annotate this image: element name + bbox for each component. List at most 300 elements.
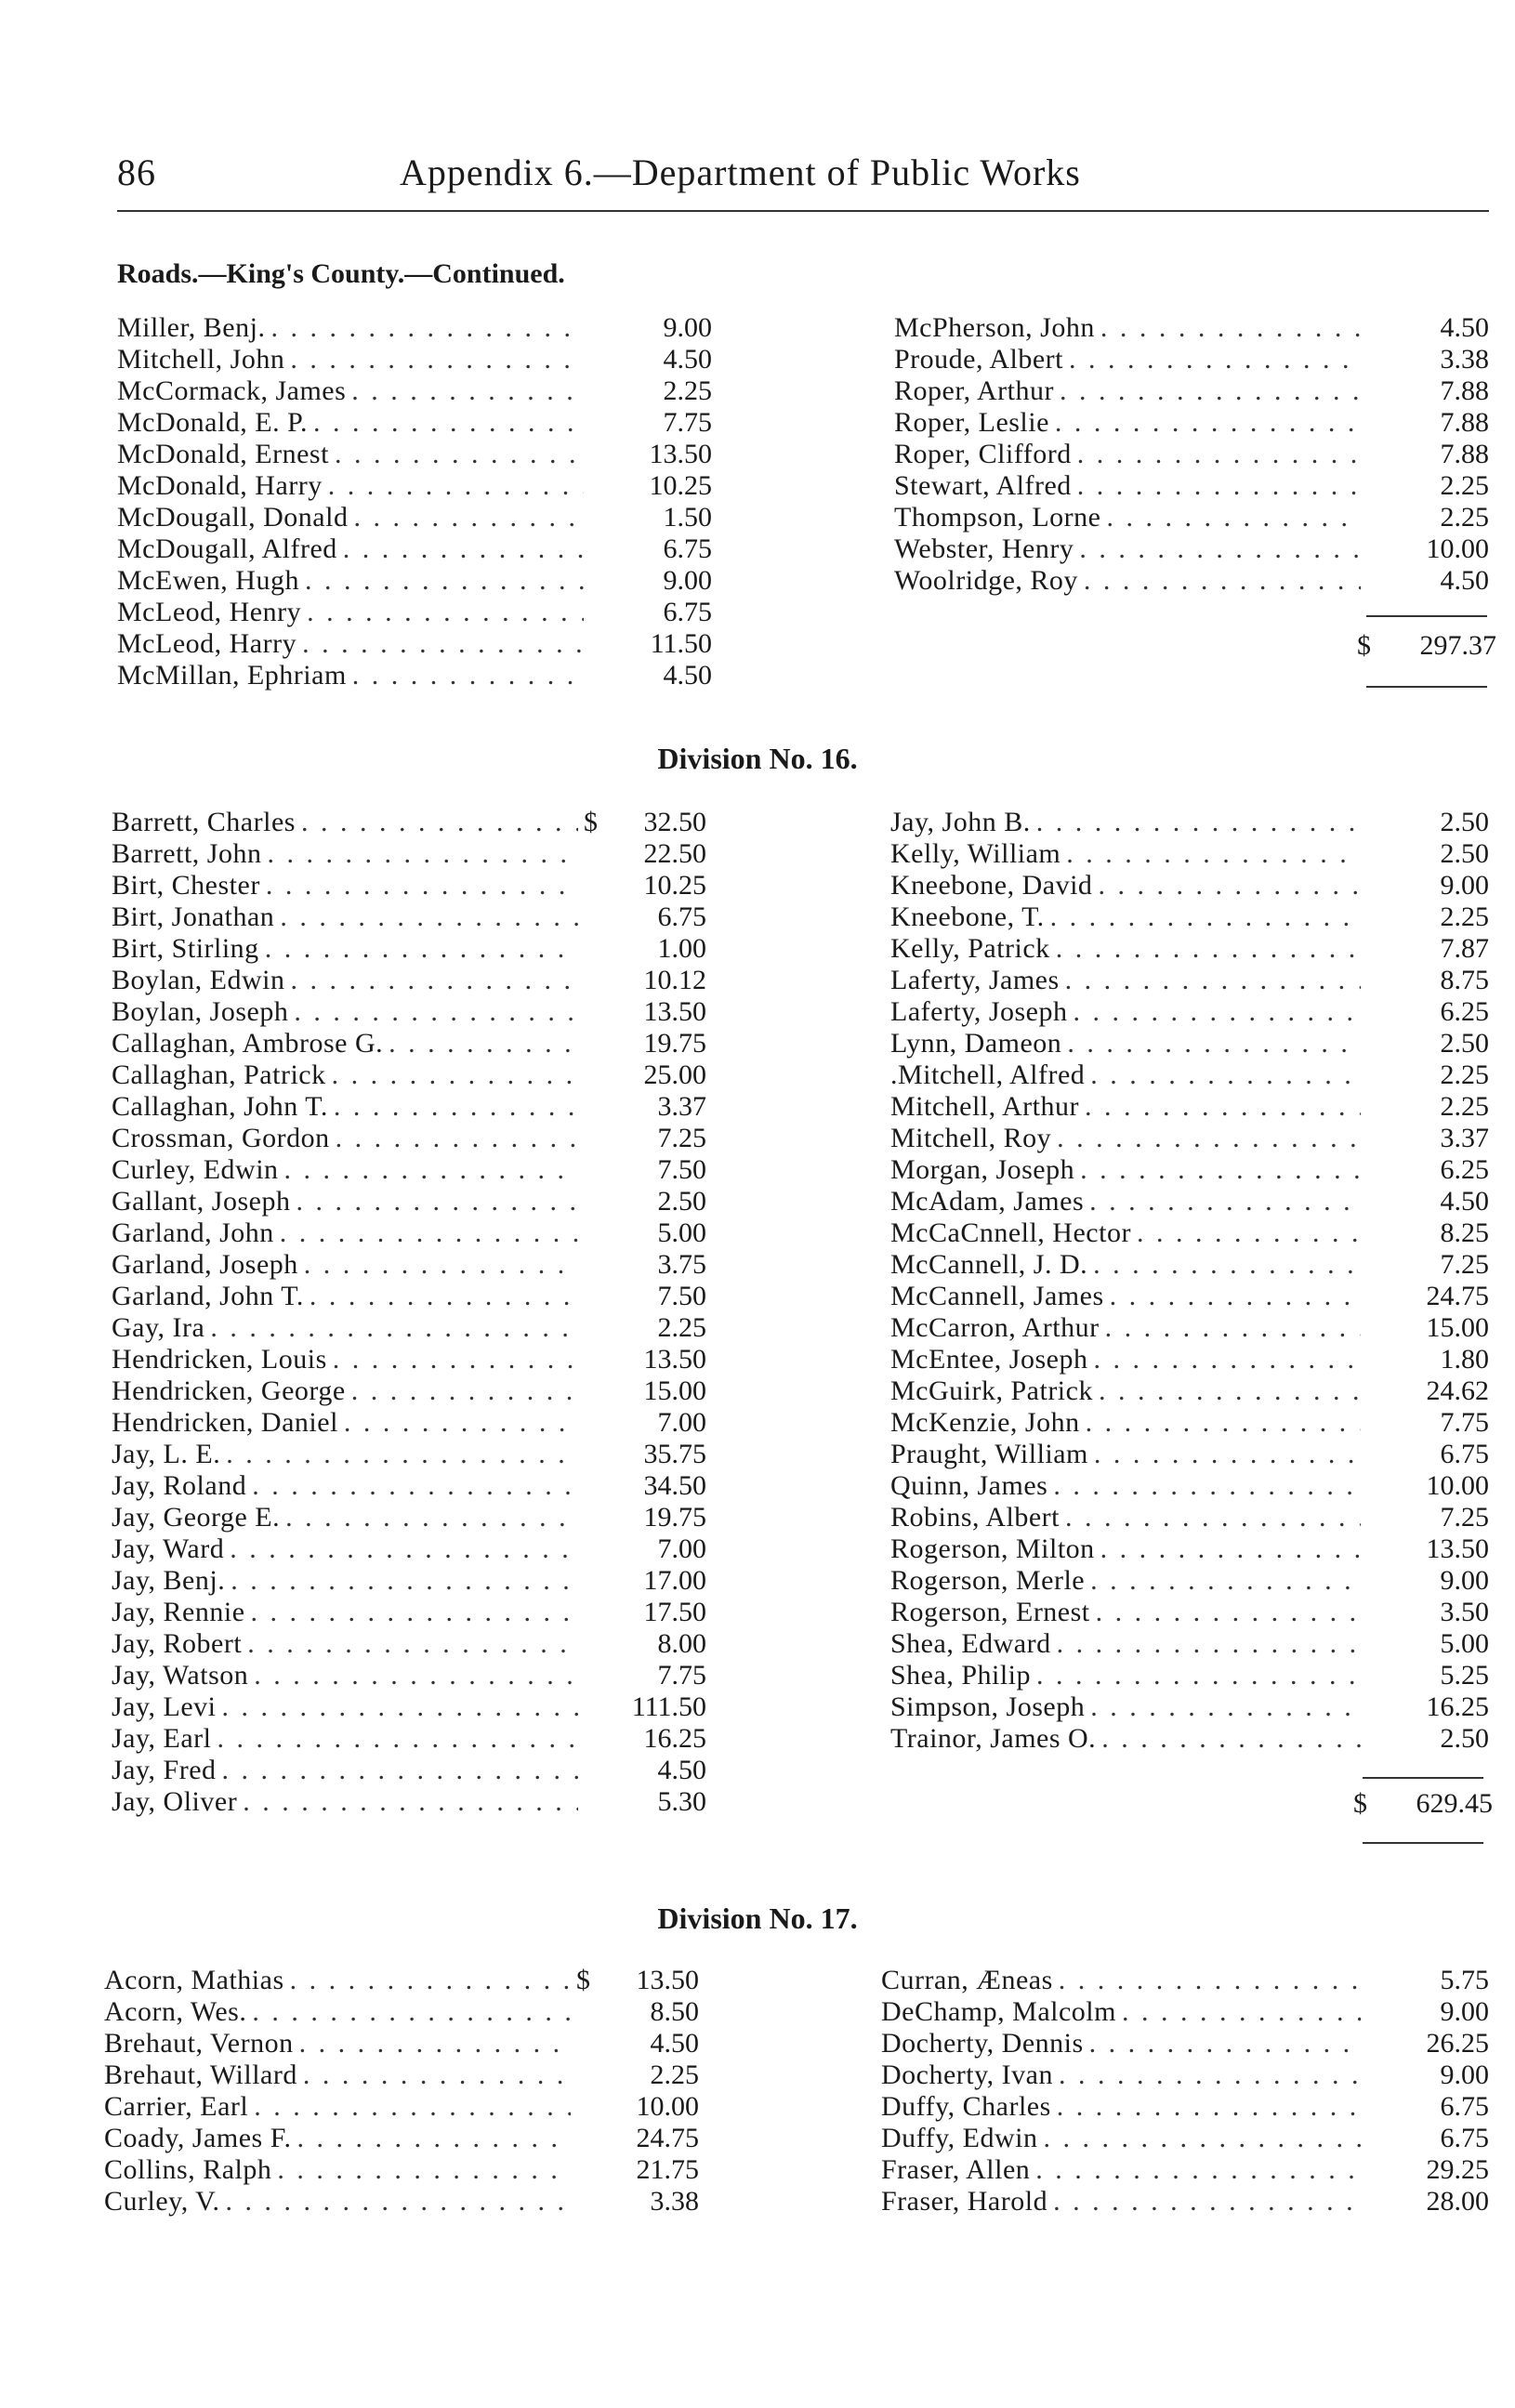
leader-dots (252, 1996, 571, 2028)
entry-name: McDonald, Harry (117, 470, 323, 501)
leader-dots (225, 2186, 571, 2217)
entry-amount: 13.50 (649, 439, 712, 469)
leader-dots (299, 2028, 571, 2059)
entry-amount: 7.50 (657, 1281, 706, 1311)
list-item (890, 1344, 1489, 1375)
list-item (881, 2123, 1489, 2154)
entry-name: Morgan, Joseph (890, 1154, 1075, 1185)
list-item (112, 1533, 706, 1565)
leader-dots (333, 1344, 578, 1375)
list-item (890, 1281, 1489, 1312)
list-item (890, 1375, 1489, 1407)
entry-amount: 4.50 (657, 1755, 706, 1785)
entry-name: Jay, Roland (112, 1470, 247, 1501)
leader-dots (243, 1786, 578, 1818)
entry-amount: 17.50 (643, 1597, 706, 1627)
division-17-right-column (881, 1965, 1489, 2217)
entry-amount: 2.50 (1440, 1723, 1489, 1754)
entry-name: McMillan, Ephriam (117, 660, 347, 691)
entry-amount: 17.00 (643, 1565, 706, 1596)
entry-name: Garland, Joseph (112, 1249, 298, 1280)
leader-dots (296, 1186, 578, 1217)
leader-dots (1137, 1217, 1361, 1249)
list-item (881, 2059, 1489, 2091)
entry-amount: 6.75 (663, 533, 712, 564)
leader-dots (254, 2091, 571, 2123)
entry-amount: 16.25 (1426, 1691, 1489, 1722)
list-item (117, 533, 712, 565)
list-item (117, 344, 712, 375)
leader-dots (1077, 439, 1361, 470)
leader-dots (1069, 344, 1361, 375)
leader-dots (266, 870, 578, 901)
list-item (112, 996, 706, 1028)
leader-dots (305, 565, 584, 597)
list-item (894, 533, 1489, 565)
entry-name: McCannell, J. D. (890, 1249, 1088, 1280)
leader-dots (1065, 1502, 1361, 1533)
entry-name: Roper, Arthur (894, 375, 1054, 406)
entry-amount: 2.25 (1440, 1091, 1489, 1122)
leader-dots (280, 901, 578, 933)
leader-dots (1122, 1996, 1361, 2028)
entry-amount: 7.88 (1440, 375, 1489, 406)
entry-name: Collins, Ralph (104, 2154, 272, 2185)
leader-dots (254, 1660, 578, 1691)
entry-name: Fraser, Allen (881, 2154, 1031, 2185)
entry-amount: 7.75 (657, 1660, 706, 1691)
entry-name: Proude, Albert (894, 344, 1063, 375)
leader-dots (1098, 870, 1361, 901)
division-17-left-column (104, 1965, 699, 2217)
leader-dots (231, 1565, 578, 1597)
leader-dots (1106, 502, 1361, 533)
entry-amount: 4.50 (1440, 312, 1489, 343)
entry-name: Garland, John T. (112, 1281, 304, 1311)
list-item (890, 965, 1489, 996)
entry-amount: 2.25 (1440, 1059, 1489, 1090)
entry-amount: 3.37 (657, 1091, 706, 1122)
entry-amount: 7.75 (1440, 1407, 1489, 1438)
entry-amount: 6.75 (1440, 2123, 1489, 2153)
entry-amount: 1.00 (657, 933, 706, 964)
entry-amount: 3.37 (1440, 1123, 1489, 1153)
list-item (112, 1439, 706, 1470)
entry-name: Kelly, William (890, 838, 1061, 869)
leader-dots (1077, 470, 1361, 502)
entry-amount: 26.25 (1426, 2028, 1489, 2059)
leader-dots (1096, 1597, 1361, 1628)
list-item (112, 1059, 706, 1091)
leader-dots (1099, 1375, 1361, 1407)
leader-dots (1110, 1281, 1361, 1312)
entry-amount: 5.30 (657, 1786, 706, 1817)
entry-name: Docherty, Ivan (881, 2059, 1053, 2090)
leader-dots (294, 996, 578, 1028)
entry-name: Callaghan, John T. (112, 1091, 328, 1122)
entry-amount: 24.62 (1426, 1375, 1489, 1406)
list-item (112, 1217, 706, 1249)
list-item (881, 1965, 1489, 1996)
list-item (112, 933, 706, 965)
leader-dots (1036, 807, 1361, 838)
entry-amount: 2.50 (657, 1186, 706, 1217)
entry-name: Acorn, Mathias (104, 1965, 284, 1995)
leader-dots (303, 2059, 571, 2091)
leader-dots (334, 1091, 578, 1123)
entry-amount: 3.75 (657, 1249, 706, 1280)
entry-amount: 6.75 (663, 597, 712, 627)
entry-amount: 10.00 (1426, 1470, 1489, 1501)
leader-dots (290, 1965, 571, 1996)
entry-amount: 1.50 (663, 502, 712, 533)
entry-name: Rogerson, Ernest (890, 1597, 1090, 1627)
leader-dots (1036, 1660, 1361, 1691)
entry-name: Carrier, Earl (104, 2091, 249, 2122)
list-item (890, 838, 1489, 870)
list-item (890, 1439, 1489, 1470)
entry-name: Fraser, Harold (881, 2186, 1048, 2217)
entry-amount: 9.00 (663, 565, 712, 596)
leader-dots (222, 1755, 578, 1786)
list-item (112, 807, 706, 838)
leader-dots (353, 502, 584, 533)
leader-dots (1074, 996, 1362, 1028)
list-item (117, 312, 712, 344)
leader-dots (226, 1439, 578, 1470)
list-item (104, 2091, 699, 2123)
leader-dots (1066, 838, 1361, 870)
leader-dots (335, 439, 584, 470)
leader-dots (1079, 533, 1361, 565)
list-item (881, 2154, 1489, 2186)
list-item (112, 1344, 706, 1375)
entry-name: Jay, Earl (112, 1723, 212, 1754)
entry-amount: 8.75 (1440, 965, 1489, 995)
entry-amount: 111.50 (631, 1691, 706, 1722)
entry-amount: 4.50 (650, 2028, 699, 2059)
leader-dots (277, 2154, 571, 2186)
list-item (890, 1123, 1489, 1154)
entry-name: McCormack, James (117, 375, 347, 406)
entry-amount: 5.00 (657, 1217, 706, 1248)
entry-amount: 28.00 (1426, 2186, 1489, 2217)
leader-dots (1090, 1565, 1361, 1597)
entry-amount: 11.50 (650, 628, 712, 659)
leader-dots (1089, 2028, 1361, 2059)
list-item (112, 1281, 706, 1312)
list-item (894, 470, 1489, 502)
list-item (890, 870, 1489, 901)
leader-dots (1086, 1407, 1361, 1439)
division-16-total-rule-bottom (1363, 1842, 1483, 1844)
entry-amount: 10.12 (643, 965, 706, 995)
list-item (117, 660, 712, 691)
entry-amount: 35.75 (643, 1439, 706, 1469)
entry-name: Mitchell, John (117, 344, 285, 375)
entry-name: Kneebone, T. (890, 901, 1045, 932)
list-item (894, 344, 1489, 375)
entry-amount: 16.25 (643, 1723, 706, 1754)
entry-amount: 2.50 (1440, 838, 1489, 869)
entry-name: Jay, Oliver (112, 1786, 238, 1817)
list-item (890, 1502, 1489, 1533)
entry-name: Crossman, Gordon (112, 1123, 330, 1153)
leader-dots (1059, 1965, 1361, 1996)
entry-amount: 13.50 (636, 1965, 699, 1995)
entry-name: Jay, Watson (112, 1660, 249, 1691)
entry-name: Jay, Fred (112, 1755, 217, 1785)
entry-name: Mitchell, Roy (890, 1123, 1052, 1153)
entry-name: Curran, Æneas (881, 1965, 1053, 1995)
entry-amount: 6.75 (1440, 2091, 1489, 2122)
leader-dots (351, 375, 584, 407)
entry-amount: 3.38 (650, 2186, 699, 2217)
list-item (890, 1407, 1489, 1439)
entry-amount: 24.75 (1426, 1281, 1489, 1311)
entry-name: Jay, L. E. (112, 1439, 221, 1469)
division-16-total-currency: $ (1353, 1788, 1367, 1819)
entry-amount: 1.80 (1440, 1344, 1489, 1375)
entry-amount: 9.00 (1440, 870, 1489, 901)
list-item (104, 2154, 699, 2186)
leader-dots (301, 807, 578, 838)
entry-amount: 7.00 (657, 1533, 706, 1564)
entry-name: Callaghan, Patrick (112, 1059, 326, 1090)
list-item (894, 407, 1489, 439)
entry-name: Shea, Philip (890, 1660, 1032, 1691)
list-item (112, 1407, 706, 1439)
entry-name: Laferty, James (890, 965, 1060, 995)
leader-dots (1059, 2059, 1361, 2091)
entry-name: McLeod, Henry (117, 597, 302, 627)
list-item (104, 1965, 699, 1996)
leader-dots (265, 933, 578, 965)
entry-name: Acorn, Wes. (104, 1996, 247, 2027)
list-item (112, 901, 706, 933)
entry-amount: 4.50 (1440, 565, 1489, 596)
leader-dots (1057, 1628, 1361, 1660)
list-item (894, 375, 1489, 407)
section-left-column (117, 312, 712, 691)
entry-name: McKenzie, John (890, 1407, 1080, 1438)
entry-name: Simpson, Joseph (890, 1691, 1086, 1722)
entry-name: Curley, V. (104, 2186, 220, 2217)
division-17-title: Division No. 17. (657, 1901, 858, 1935)
leader-dots (310, 1281, 578, 1312)
section-right-column (894, 312, 1489, 597)
leader-dots (1060, 375, 1361, 407)
list-item (112, 1470, 706, 1502)
entry-amount: 34.50 (643, 1470, 706, 1501)
list-item (112, 1565, 706, 1597)
list-item (890, 1565, 1489, 1597)
entry-name: Hendricken, Louis (112, 1344, 327, 1375)
leader-dots (1050, 901, 1361, 933)
entry-amount: 2.25 (1440, 502, 1489, 533)
entry-name: Miller, Benj. (117, 312, 266, 343)
entry-amount: 6.75 (657, 901, 706, 932)
entry-name: Jay, Ward (112, 1533, 225, 1564)
entry-name: Hendricken, George (112, 1375, 346, 1406)
leader-dots (343, 533, 584, 565)
entry-name: Coady, James F. (104, 2123, 292, 2153)
entry-name: McPherson, John (894, 312, 1095, 343)
leader-dots (222, 1691, 578, 1723)
list-item (112, 1628, 706, 1660)
list-item (112, 1249, 706, 1281)
list-item (117, 502, 712, 533)
leader-dots (336, 1123, 578, 1154)
entry-name: Rogerson, Milton (890, 1533, 1095, 1564)
list-item (881, 1996, 1489, 2028)
leader-dots (270, 312, 584, 344)
entry-amount: 4.50 (663, 660, 712, 691)
entry-name: Jay, Rennie (112, 1597, 245, 1627)
entry-amount: 19.75 (643, 1028, 706, 1059)
entry-name: Barrett, John (112, 838, 262, 869)
list-item (112, 965, 706, 996)
entry-name: DeChamp, Malcolm (881, 1996, 1116, 2027)
list-item (104, 1996, 699, 2028)
list-item (112, 1154, 706, 1186)
entry-name: Jay, Benj. (112, 1565, 226, 1596)
section-total (1357, 630, 1496, 662)
entry-amount: 7.50 (657, 1154, 706, 1185)
leader-dots (1065, 965, 1361, 996)
section-total-rule-top (1366, 615, 1487, 617)
entry-amount: 4.50 (663, 344, 712, 375)
list-item (890, 1249, 1489, 1281)
entry-name: Quinn, James (890, 1470, 1048, 1501)
leader-dots (351, 1375, 578, 1407)
entry-amount: 5.75 (1440, 1965, 1489, 1995)
list-item (117, 565, 712, 597)
section-total-currency: $ (1357, 630, 1371, 661)
entry-amount: 5.00 (1440, 1628, 1489, 1659)
entry-amount: 7.25 (1440, 1502, 1489, 1533)
list-item (112, 1691, 706, 1723)
entry-amount: 19.75 (643, 1502, 706, 1533)
list-item (112, 1091, 706, 1123)
entry-name: Garland, John (112, 1217, 274, 1248)
division-16-total (1353, 1788, 1493, 1820)
leader-dots (1084, 565, 1361, 597)
entry-name: McDonald, E. P. (117, 407, 308, 438)
list-item (117, 470, 712, 502)
entry-amount: 2.50 (1440, 1028, 1489, 1059)
entry-name: Boylan, Joseph (112, 996, 289, 1027)
list-item (112, 1123, 706, 1154)
entry-name: Gallant, Joseph (112, 1186, 291, 1217)
entry-amount: 13.50 (1426, 1533, 1489, 1564)
entry-name: McEntee, Joseph (890, 1344, 1088, 1375)
list-item (112, 1186, 706, 1217)
list-item (890, 1597, 1489, 1628)
leader-dots (217, 1723, 578, 1755)
entry-name: Woolridge, Roy (894, 565, 1078, 596)
leader-dots (284, 1154, 578, 1186)
entry-name: Docherty, Dennis (881, 2028, 1084, 2059)
entry-amount: 25.00 (643, 1059, 706, 1090)
entry-amount: 4.50 (1440, 1186, 1489, 1217)
entry-amount: 3.38 (1440, 344, 1489, 375)
list-item (890, 901, 1489, 933)
division-16-total-amount: 629.45 (1416, 1788, 1493, 1819)
entry-name: Robins, Albert (890, 1502, 1060, 1533)
leader-dots (230, 1533, 578, 1565)
entry-amount: 32.50 (643, 807, 706, 837)
leader-dots (313, 407, 584, 439)
list-item (890, 1533, 1489, 1565)
list-item (890, 807, 1489, 838)
leader-dots (1085, 1091, 1361, 1123)
entry-name: Lynn, Dameon (890, 1028, 1062, 1059)
leader-dots (302, 628, 584, 660)
entry-name: Barrett, Charles (112, 807, 296, 837)
list-item (104, 2123, 699, 2154)
leader-dots (1053, 2186, 1361, 2217)
entry-amount: 2.25 (650, 2059, 699, 2090)
section-title: Roads.—King's County.—Continued. (117, 258, 565, 289)
list-item (881, 2186, 1489, 2217)
entry-amount: 6.25 (1440, 1154, 1489, 1185)
list-item (112, 1786, 706, 1818)
list-item (881, 2091, 1489, 2123)
division-16-title: Division No. 16. (657, 742, 858, 775)
entry-amount: 24.75 (636, 2123, 699, 2153)
leader-dots (1101, 1723, 1361, 1755)
leader-dots (290, 344, 584, 375)
entry-amount: 7.25 (1440, 1249, 1489, 1280)
division-16-left-column (112, 807, 706, 1818)
entry-amount: 6.25 (1440, 996, 1489, 1027)
entry-name: Birt, Stirling (112, 933, 259, 964)
list-item (104, 2028, 699, 2059)
entry-amount: 7.00 (657, 1407, 706, 1438)
entry-name: Praught, William (890, 1439, 1088, 1469)
list-item (117, 597, 712, 628)
leader-dots (1090, 1059, 1361, 1091)
entry-name: Birt, Chester (112, 870, 260, 901)
currency-sign: $ (576, 1965, 590, 1995)
list-item (890, 1154, 1489, 1186)
leader-dots (267, 838, 578, 870)
list-item (112, 1028, 706, 1059)
leader-dots (291, 965, 579, 996)
entry-amount: 22.50 (643, 838, 706, 869)
entry-amount: 9.00 (663, 312, 712, 343)
entry-amount: 10.00 (1426, 533, 1489, 564)
list-item (890, 1628, 1489, 1660)
entry-name: Callaghan, Ambrose G. (112, 1028, 384, 1059)
entry-amount: 8.00 (657, 1628, 706, 1659)
section-total-rule-bottom (1366, 686, 1487, 688)
entry-name: Laferty, Joseph (890, 996, 1068, 1027)
entry-amount: 9.00 (1440, 2059, 1489, 2090)
list-item (890, 1691, 1489, 1723)
leader-dots (252, 1470, 578, 1502)
entry-amount: 2.25 (1440, 901, 1489, 932)
list-item (890, 1091, 1489, 1123)
list-item (894, 312, 1489, 344)
leader-dots (1080, 1154, 1361, 1186)
entry-name: McAdam, James (890, 1186, 1085, 1217)
leader-dots (1053, 1470, 1361, 1502)
entry-name: Roper, Clifford (894, 439, 1072, 469)
list-item (890, 933, 1489, 965)
entry-name: McLeod, Harry (117, 628, 297, 659)
